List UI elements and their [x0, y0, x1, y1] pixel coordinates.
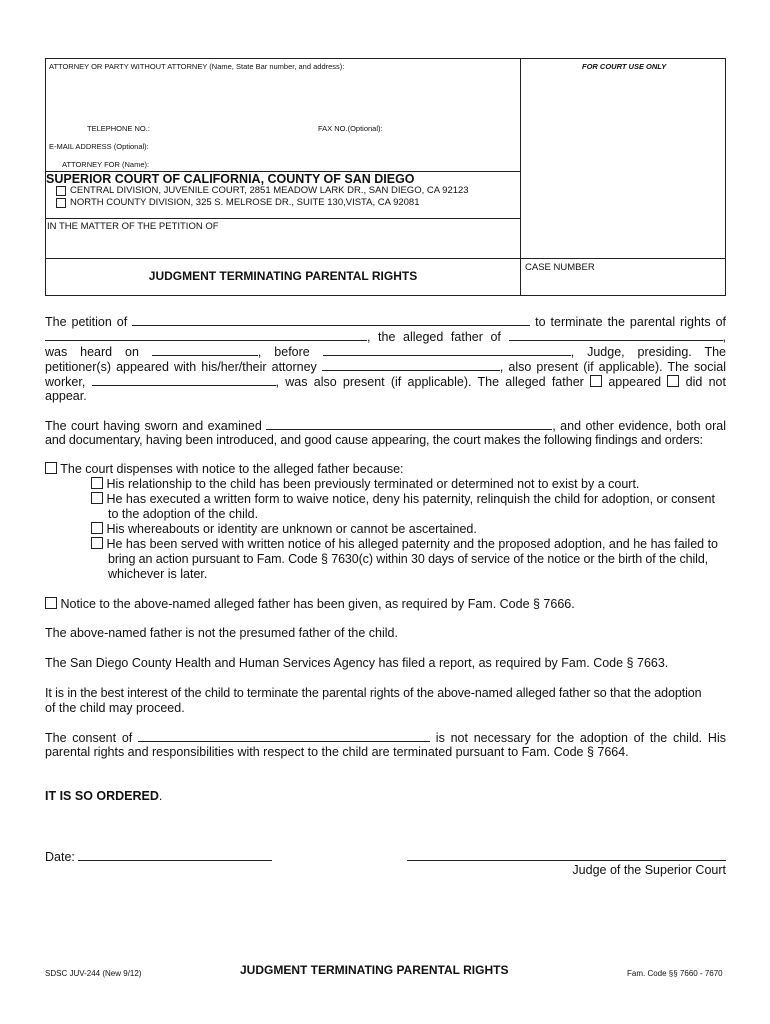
p1-text-f: , Judge, presiding. [570, 345, 692, 359]
alleged-father-blank[interactable] [45, 329, 367, 341]
reason-2-label: He has executed a written form to waive notice, deny his paternity, relinquish the child for adoption, or consent [106, 492, 715, 506]
ordered-period: . [158, 789, 163, 803]
division-central-row [56, 185, 469, 196]
case-number-label: CASE NUMBER [525, 262, 595, 273]
attorney-label: ATTORNEY OR PARTY WITHOUT ATTORNEY (Name, State Bar number, and address): [49, 62, 345, 71]
p2-text-b: , and other evidence, both oral [552, 419, 726, 433]
reason-2-checkbox[interactable] [91, 492, 103, 504]
dispense-label: The court dispenses with notice to the alleged father because: [60, 462, 404, 476]
caption-box [45, 58, 726, 296]
p1-text-g: The [704, 345, 726, 359]
reason-4-cont-1: bring an action pursuant to Fam. Code § 7630(c) within 30 days of service of the notice or the birth of the child, [108, 552, 709, 566]
divider-matter [45, 258, 726, 259]
reason-1-row [91, 477, 639, 492]
not-presumed-text: The above-named father is not the presumed father of the child. [45, 626, 398, 640]
social-worker-blank[interactable] [92, 374, 276, 386]
dispense-row [45, 462, 404, 477]
petitioner-name-blank[interactable] [132, 314, 530, 326]
notice-given-row [45, 597, 575, 612]
border-top [45, 58, 726, 59]
consent-line1 [45, 730, 726, 746]
ordered-text [45, 789, 162, 804]
reason-4-checkbox[interactable] [91, 537, 103, 549]
division-central-checkbox[interactable] [56, 186, 66, 196]
p1-text-a: The petition of [45, 315, 128, 329]
p1-line2 [45, 329, 726, 345]
consent-line2: parental rights and responsibilities with respect to the child are terminated pursuant to Fam. Code § 7664. [45, 745, 629, 759]
attorney-for-label: ATTORNEY FOR (Name): [62, 160, 150, 169]
fax-label: FAX NO.(Optional): [318, 124, 383, 133]
date-blank[interactable] [78, 849, 272, 861]
court-use-label: FOR COURT USE ONLY [582, 62, 667, 71]
witness-blank[interactable] [266, 418, 552, 430]
division-north-label: NORTH COUNTY DIVISION, 325 S. MELROSE DR., SUITE 130,VISTA, CA 92081 [70, 197, 420, 208]
p1-line3 [45, 344, 726, 360]
p1-text-h: petitioner(s) appeared with his/her/their attorney [45, 360, 317, 374]
consent-text-a: The consent of [45, 731, 133, 745]
footer-title: JUDGMENT TERMINATING PARENTAL RIGHTS [240, 963, 509, 977]
consent-text-b: is not necessary for the adoption of the child. His [435, 731, 726, 745]
appeared-label: appeared [608, 375, 662, 389]
ordered-label: IT IS SO ORDERED [45, 789, 159, 803]
footer-form-id: SDSC JUV-244 (New 9/12) [45, 969, 142, 978]
reason-2-row [91, 492, 715, 507]
judge-signature-line[interactable] [407, 860, 726, 861]
p1-text-i: , also present (if applicable). The social [499, 360, 727, 374]
date-row [45, 849, 272, 865]
p1-line1 [45, 314, 726, 330]
report-filed-text: The San Diego County Health and Human Services Agency has filed a report, as required by Fam. Code § 7663. [45, 656, 669, 670]
border-bottom [45, 295, 726, 296]
reason-4-row [91, 537, 718, 552]
p2-line1 [45, 418, 726, 434]
reason-1-label: His relationship to the child has been previously terminated or determined not to exist by a court. [106, 477, 640, 491]
notice-given-label: Notice to the above-named alleged father has been given, as required by Fam. Code § 7666. [60, 597, 575, 611]
reason-3-label: His whereabouts or identity are unknown or cannot be ascertained. [106, 522, 477, 536]
reason-4-label: He has been served with written notice of his alleged paternity and the proposed adoption, and he has failed to [106, 537, 719, 551]
column-divider [520, 58, 521, 296]
p1-text-c: , the alleged father of [367, 330, 501, 344]
appeared-checkbox[interactable] [590, 375, 602, 387]
p1-text-e: , before [257, 345, 310, 359]
divider-court [45, 218, 521, 219]
division-north-row [56, 197, 420, 208]
judge-name-blank[interactable] [323, 344, 571, 356]
reason-3-row [91, 522, 477, 537]
dispense-checkbox[interactable] [45, 462, 57, 474]
division-north-checkbox[interactable] [56, 198, 66, 208]
p1-text-k: , was also present (if applicable). The alleged father [275, 375, 584, 389]
footer-code-ref: Fam. Code §§ 7660 - 7670 [627, 969, 723, 978]
attorney-name-blank[interactable] [322, 359, 500, 371]
border-right [725, 58, 726, 296]
p1-line6: appear. [45, 389, 87, 403]
p2-line2: and documentary, having been introduced, and good cause appearing, the court makes the following findings and orders: [45, 433, 703, 447]
court-name: SUPERIOR COURT OF CALIFORNIA, COUNTY OF SAN DIEGO [46, 172, 415, 186]
p1-text-c-end: , [722, 330, 726, 344]
matter-label: IN THE MATTER OF THE PETITION OF [47, 221, 219, 232]
child-name-blank[interactable] [509, 329, 723, 341]
did-not-label: did not [685, 375, 726, 389]
date-label: Date: [45, 850, 75, 864]
best-interest-line2: of the child may proceed. [45, 701, 185, 715]
p1-line4 [45, 359, 726, 375]
reason-3-checkbox[interactable] [91, 522, 103, 534]
p1-line5 [45, 374, 726, 390]
judge-label: Judge of the Superior Court [572, 863, 726, 877]
reason-2-cont: to the adoption of the child. [108, 507, 259, 521]
reason-4-cont-2: whichever is later. [108, 567, 208, 581]
hearing-date-blank[interactable] [152, 344, 258, 356]
email-label: E-MAIL ADDRESS (Optional): [49, 142, 149, 151]
division-central-label: CENTRAL DIVISION, JUVENILE COURT, 2851 MEADOW LARK DR., SAN DIEGO, CA 92123 [70, 185, 469, 196]
did-not-appear-checkbox[interactable] [667, 375, 679, 387]
p1-text-b: to terminate the parental rights of [535, 315, 727, 329]
notice-given-checkbox[interactable] [45, 597, 57, 609]
best-interest-line1: It is in the best interest of the child to terminate the parental rights of the above-named alleged father so that the adoption [45, 686, 702, 700]
p2-text-a: The court having sworn and examined [45, 419, 262, 433]
p1-text-j: worker, [45, 375, 86, 389]
form-title: JUDGMENT TERMINATING PARENTAL RIGHTS [148, 269, 418, 283]
telephone-label: TELEPHONE NO.: [87, 124, 150, 133]
p1-text-d: was heard on [45, 345, 139, 359]
consent-party-blank[interactable] [138, 730, 430, 742]
reason-1-checkbox[interactable] [91, 477, 103, 489]
